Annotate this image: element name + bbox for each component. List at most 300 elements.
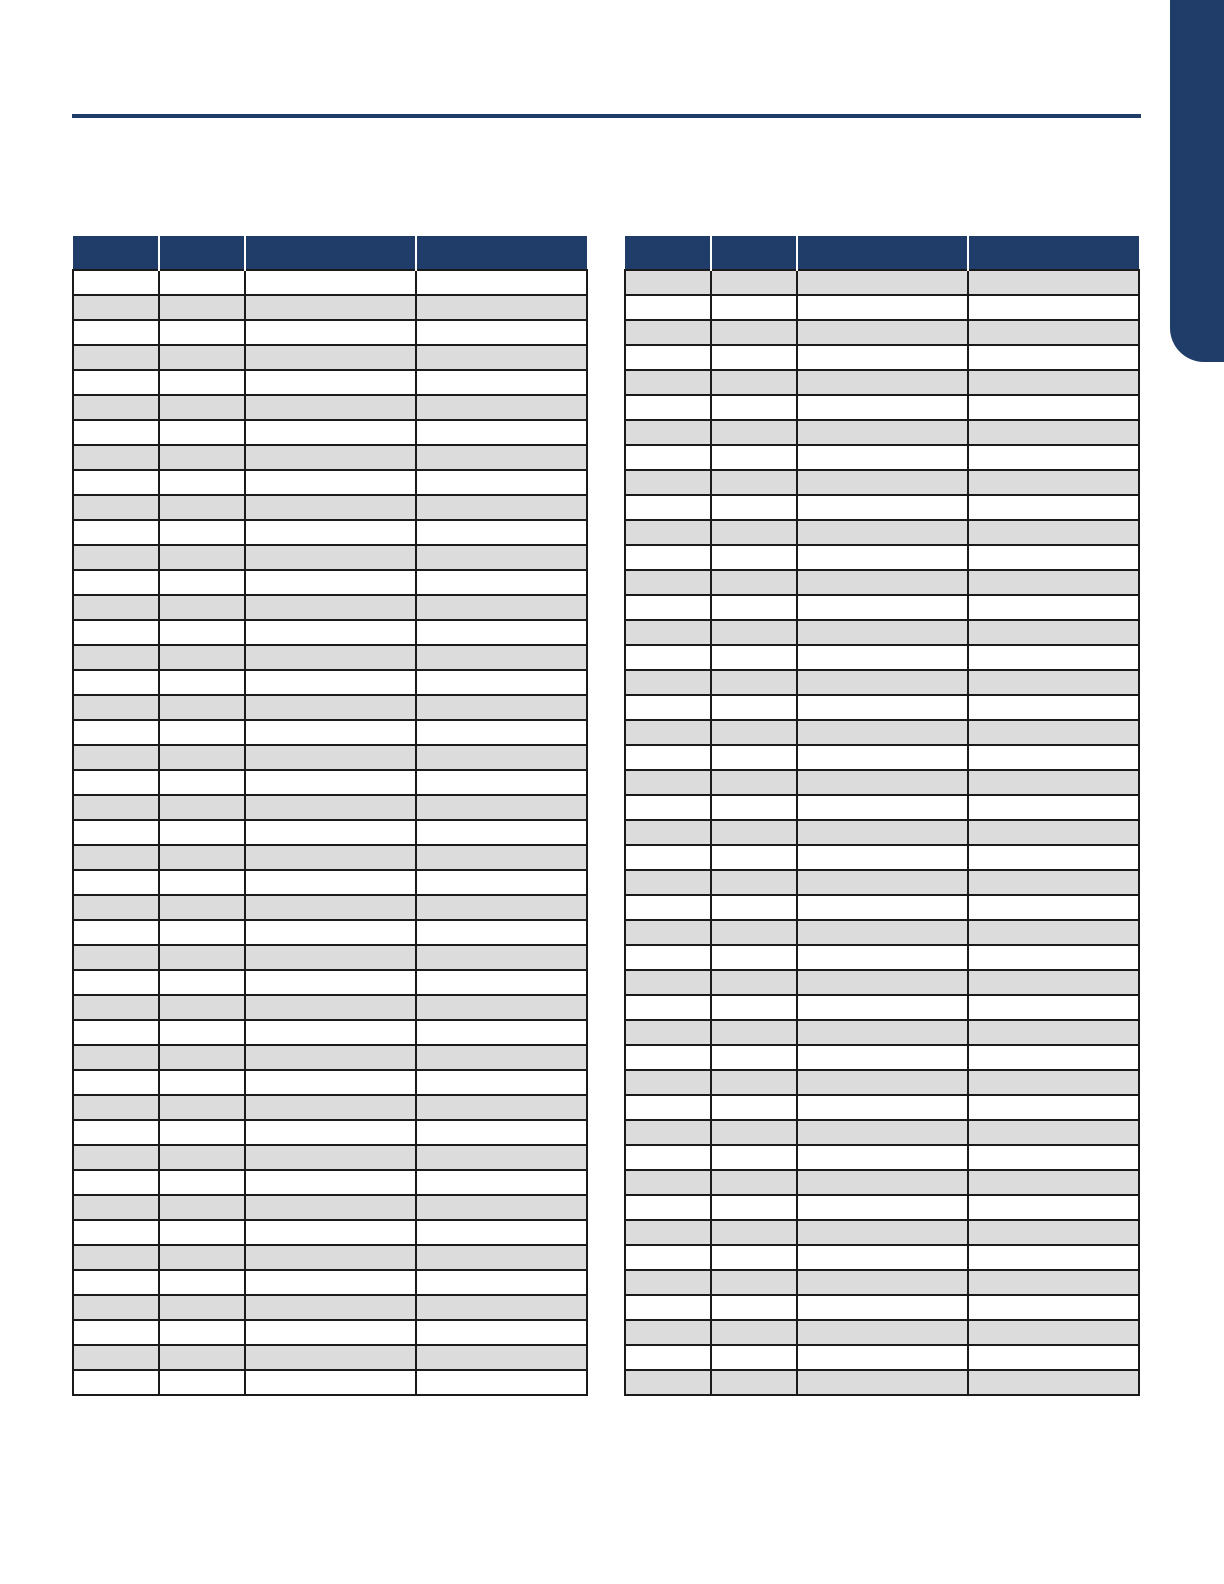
entry-cell[interactable] [73, 1245, 159, 1270]
entry-cell[interactable] [968, 495, 1139, 520]
entry-cell[interactable] [73, 845, 159, 870]
entry-cell[interactable] [625, 1145, 711, 1170]
entry-cell[interactable] [797, 370, 968, 395]
entry-cell[interactable] [245, 1020, 416, 1045]
entry-cell[interactable] [245, 420, 416, 445]
entry-cell[interactable] [73, 795, 159, 820]
entry-cell[interactable] [245, 1095, 416, 1120]
entry-cell[interactable] [416, 645, 587, 670]
entry-cell[interactable] [416, 420, 587, 445]
entry-cell[interactable] [711, 345, 797, 370]
entry-cell[interactable] [797, 270, 968, 295]
entry-cell[interactable] [968, 270, 1139, 295]
entry-cell[interactable] [416, 470, 587, 495]
entry-cell[interactable] [416, 395, 587, 420]
entry-cell[interactable] [245, 495, 416, 520]
entry-cell[interactable] [968, 470, 1139, 495]
entry-cell[interactable] [797, 970, 968, 995]
entry-cell[interactable] [968, 395, 1139, 420]
entry-cell[interactable] [416, 1145, 587, 1170]
entry-cell[interactable] [245, 1170, 416, 1195]
entry-cell[interactable] [245, 895, 416, 920]
entry-cell[interactable] [245, 1320, 416, 1345]
entry-cell[interactable] [73, 395, 159, 420]
entry-cell[interactable] [711, 295, 797, 320]
entry-cell[interactable] [797, 945, 968, 970]
entry-cell[interactable] [968, 820, 1139, 845]
entry-cell[interactable] [968, 645, 1139, 670]
entry-cell[interactable] [416, 1245, 587, 1270]
entry-cell[interactable] [245, 845, 416, 870]
entry-cell[interactable] [73, 570, 159, 595]
entry-cell[interactable] [968, 1270, 1139, 1295]
entry-cell[interactable] [416, 345, 587, 370]
entry-cell[interactable] [416, 1345, 587, 1370]
entry-cell[interactable] [711, 945, 797, 970]
entry-cell[interactable] [797, 1220, 968, 1245]
entry-cell[interactable] [711, 595, 797, 620]
entry-cell[interactable] [625, 370, 711, 395]
entry-cell[interactable] [159, 545, 245, 570]
entry-cell[interactable] [159, 1070, 245, 1095]
entry-cell[interactable] [159, 1345, 245, 1370]
entry-cell[interactable] [245, 1120, 416, 1145]
entry-cell[interactable] [245, 720, 416, 745]
entry-cell[interactable] [73, 1095, 159, 1120]
entry-cell[interactable] [625, 920, 711, 945]
entry-cell[interactable] [968, 570, 1139, 595]
entry-cell[interactable] [159, 595, 245, 620]
entry-cell[interactable] [416, 1320, 587, 1345]
entry-cell[interactable] [797, 1120, 968, 1145]
entry-cell[interactable] [416, 370, 587, 395]
entry-cell[interactable] [625, 1270, 711, 1295]
entry-cell[interactable] [968, 770, 1139, 795]
entry-cell[interactable] [159, 570, 245, 595]
entry-cell[interactable] [797, 520, 968, 545]
entry-cell[interactable] [159, 1120, 245, 1145]
entry-cell[interactable] [797, 620, 968, 645]
entry-cell[interactable] [711, 570, 797, 595]
entry-cell[interactable] [625, 670, 711, 695]
entry-cell[interactable] [416, 1045, 587, 1070]
entry-cell[interactable] [968, 320, 1139, 345]
entry-cell[interactable] [73, 1220, 159, 1245]
entry-cell[interactable] [73, 495, 159, 520]
entry-cell[interactable] [159, 1295, 245, 1320]
entry-cell[interactable] [159, 1145, 245, 1170]
entry-cell[interactable] [625, 745, 711, 770]
entry-cell[interactable] [416, 1170, 587, 1195]
entry-cell[interactable] [797, 1145, 968, 1170]
entry-cell[interactable] [968, 1045, 1139, 1070]
entry-cell[interactable] [797, 395, 968, 420]
entry-cell[interactable] [73, 1145, 159, 1170]
entry-cell[interactable] [625, 495, 711, 520]
entry-cell[interactable] [711, 1320, 797, 1345]
entry-cell[interactable] [711, 870, 797, 895]
entry-cell[interactable] [797, 1370, 968, 1395]
entry-cell[interactable] [968, 620, 1139, 645]
entry-cell[interactable] [797, 645, 968, 670]
entry-cell[interactable] [245, 1295, 416, 1320]
entry-cell[interactable] [711, 645, 797, 670]
entry-cell[interactable] [245, 1145, 416, 1170]
entry-cell[interactable] [968, 1245, 1139, 1270]
entry-cell[interactable] [711, 620, 797, 645]
entry-cell[interactable] [711, 995, 797, 1020]
entry-cell[interactable] [159, 320, 245, 345]
entry-cell[interactable] [797, 770, 968, 795]
entry-cell[interactable] [159, 795, 245, 820]
entry-cell[interactable] [245, 620, 416, 645]
entry-cell[interactable] [625, 320, 711, 345]
entry-cell[interactable] [245, 1070, 416, 1095]
entry-cell[interactable] [968, 420, 1139, 445]
entry-cell[interactable] [245, 570, 416, 595]
entry-cell[interactable] [797, 545, 968, 570]
entry-cell[interactable] [73, 1295, 159, 1320]
entry-cell[interactable] [245, 795, 416, 820]
entry-cell[interactable] [625, 1020, 711, 1045]
entry-cell[interactable] [159, 695, 245, 720]
entry-cell[interactable] [245, 320, 416, 345]
entry-cell[interactable] [73, 1045, 159, 1070]
entry-cell[interactable] [797, 1320, 968, 1345]
entry-cell[interactable] [625, 1170, 711, 1195]
entry-cell[interactable] [711, 1120, 797, 1145]
entry-cell[interactable] [245, 395, 416, 420]
entry-cell[interactable] [711, 770, 797, 795]
entry-cell[interactable] [159, 870, 245, 895]
entry-cell[interactable] [245, 995, 416, 1020]
entry-cell[interactable] [968, 895, 1139, 920]
entry-cell[interactable] [159, 770, 245, 795]
entry-cell[interactable] [797, 1095, 968, 1120]
entry-cell[interactable] [159, 845, 245, 870]
entry-cell[interactable] [245, 1220, 416, 1245]
entry-cell[interactable] [625, 1245, 711, 1270]
entry-cell[interactable] [797, 1070, 968, 1095]
entry-cell[interactable] [245, 1195, 416, 1220]
entry-cell[interactable] [73, 645, 159, 670]
entry-cell[interactable] [416, 845, 587, 870]
entry-cell[interactable] [416, 445, 587, 470]
entry-cell[interactable] [73, 720, 159, 745]
entry-cell[interactable] [625, 420, 711, 445]
entry-cell[interactable] [625, 770, 711, 795]
entry-cell[interactable] [968, 745, 1139, 770]
entry-cell[interactable] [245, 295, 416, 320]
entry-cell[interactable] [159, 520, 245, 545]
entry-cell[interactable] [416, 945, 587, 970]
entry-cell[interactable] [625, 1095, 711, 1120]
entry-cell[interactable] [159, 420, 245, 445]
entry-cell[interactable] [711, 895, 797, 920]
entry-cell[interactable] [245, 470, 416, 495]
entry-cell[interactable] [416, 270, 587, 295]
entry-cell[interactable] [797, 445, 968, 470]
entry-cell[interactable] [711, 1370, 797, 1395]
entry-cell[interactable] [797, 1020, 968, 1045]
entry-cell[interactable] [797, 320, 968, 345]
entry-cell[interactable] [797, 345, 968, 370]
entry-cell[interactable] [73, 520, 159, 545]
entry-cell[interactable] [159, 1095, 245, 1120]
entry-cell[interactable] [968, 295, 1139, 320]
entry-cell[interactable] [416, 670, 587, 695]
entry-cell[interactable] [73, 595, 159, 620]
entry-cell[interactable] [159, 295, 245, 320]
entry-cell[interactable] [711, 970, 797, 995]
entry-cell[interactable] [711, 545, 797, 570]
entry-cell[interactable] [159, 745, 245, 770]
entry-cell[interactable] [73, 1270, 159, 1295]
entry-cell[interactable] [797, 745, 968, 770]
entry-cell[interactable] [797, 420, 968, 445]
entry-cell[interactable] [797, 1045, 968, 1070]
entry-cell[interactable] [797, 1295, 968, 1320]
entry-cell[interactable] [416, 745, 587, 770]
entry-cell[interactable] [73, 1345, 159, 1370]
entry-cell[interactable] [968, 670, 1139, 695]
entry-cell[interactable] [968, 1070, 1139, 1095]
entry-cell[interactable] [968, 345, 1139, 370]
entry-cell[interactable] [416, 1020, 587, 1045]
entry-cell[interactable] [797, 1345, 968, 1370]
entry-cell[interactable] [797, 495, 968, 520]
entry-cell[interactable] [73, 320, 159, 345]
entry-cell[interactable] [416, 870, 587, 895]
entry-cell[interactable] [968, 1295, 1139, 1320]
entry-cell[interactable] [711, 670, 797, 695]
entry-cell[interactable] [159, 895, 245, 920]
entry-cell[interactable] [625, 270, 711, 295]
entry-cell[interactable] [73, 895, 159, 920]
entry-cell[interactable] [625, 870, 711, 895]
entry-cell[interactable] [968, 1020, 1139, 1045]
entry-cell[interactable] [625, 1070, 711, 1095]
entry-cell[interactable] [968, 520, 1139, 545]
entry-cell[interactable] [625, 520, 711, 545]
entry-cell[interactable] [968, 1345, 1139, 1370]
entry-cell[interactable] [711, 1020, 797, 1045]
entry-cell[interactable] [73, 1020, 159, 1045]
entry-cell[interactable] [416, 595, 587, 620]
entry-cell[interactable] [625, 945, 711, 970]
entry-cell[interactable] [416, 720, 587, 745]
entry-cell[interactable] [711, 470, 797, 495]
entry-cell[interactable] [968, 1095, 1139, 1120]
entry-cell[interactable] [625, 695, 711, 720]
entry-cell[interactable] [73, 995, 159, 1020]
entry-cell[interactable] [416, 495, 587, 520]
entry-cell[interactable] [73, 970, 159, 995]
entry-cell[interactable] [625, 895, 711, 920]
entry-cell[interactable] [245, 1345, 416, 1370]
entry-cell[interactable] [797, 695, 968, 720]
entry-cell[interactable] [968, 595, 1139, 620]
entry-cell[interactable] [711, 1095, 797, 1120]
entry-cell[interactable] [416, 995, 587, 1020]
entry-cell[interactable] [245, 545, 416, 570]
entry-cell[interactable] [245, 270, 416, 295]
entry-cell[interactable] [73, 1170, 159, 1195]
entry-cell[interactable] [797, 1245, 968, 1270]
entry-cell[interactable] [416, 895, 587, 920]
entry-cell[interactable] [968, 720, 1139, 745]
entry-cell[interactable] [711, 1145, 797, 1170]
entry-cell[interactable] [245, 695, 416, 720]
entry-cell[interactable] [416, 1195, 587, 1220]
entry-cell[interactable] [797, 820, 968, 845]
entry-cell[interactable] [625, 570, 711, 595]
entry-cell[interactable] [245, 520, 416, 545]
entry-cell[interactable] [416, 695, 587, 720]
entry-cell[interactable] [416, 1370, 587, 1395]
entry-cell[interactable] [416, 1270, 587, 1295]
entry-cell[interactable] [416, 295, 587, 320]
entry-cell[interactable] [73, 420, 159, 445]
entry-cell[interactable] [159, 345, 245, 370]
entry-cell[interactable] [245, 920, 416, 945]
entry-cell[interactable] [797, 920, 968, 945]
entry-cell[interactable] [711, 1220, 797, 1245]
entry-cell[interactable] [797, 870, 968, 895]
entry-cell[interactable] [797, 295, 968, 320]
entry-cell[interactable] [159, 1020, 245, 1045]
entry-cell[interactable] [968, 1370, 1139, 1395]
entry-cell[interactable] [625, 1195, 711, 1220]
entry-cell[interactable] [625, 470, 711, 495]
entry-cell[interactable] [625, 970, 711, 995]
entry-cell[interactable] [968, 370, 1139, 395]
entry-cell[interactable] [625, 345, 711, 370]
entry-cell[interactable] [625, 1295, 711, 1320]
entry-cell[interactable] [159, 620, 245, 645]
entry-cell[interactable] [968, 1320, 1139, 1345]
entry-cell[interactable] [159, 395, 245, 420]
entry-cell[interactable] [416, 770, 587, 795]
entry-cell[interactable] [73, 295, 159, 320]
entry-cell[interactable] [245, 1370, 416, 1395]
entry-cell[interactable] [245, 1245, 416, 1270]
entry-cell[interactable] [625, 620, 711, 645]
entry-cell[interactable] [416, 1295, 587, 1320]
entry-cell[interactable] [73, 1120, 159, 1145]
entry-cell[interactable] [245, 1045, 416, 1070]
entry-cell[interactable] [625, 395, 711, 420]
entry-cell[interactable] [159, 495, 245, 520]
entry-cell[interactable] [625, 1045, 711, 1070]
entry-cell[interactable] [625, 720, 711, 745]
entry-cell[interactable] [73, 695, 159, 720]
entry-cell[interactable] [711, 495, 797, 520]
entry-cell[interactable] [73, 920, 159, 945]
entry-cell[interactable] [159, 1170, 245, 1195]
entry-cell[interactable] [625, 445, 711, 470]
entry-cell[interactable] [711, 320, 797, 345]
entry-cell[interactable] [159, 1320, 245, 1345]
entry-cell[interactable] [797, 795, 968, 820]
entry-cell[interactable] [968, 445, 1139, 470]
entry-cell[interactable] [968, 1195, 1139, 1220]
entry-cell[interactable] [968, 970, 1139, 995]
entry-cell[interactable] [968, 845, 1139, 870]
entry-cell[interactable] [73, 745, 159, 770]
entry-cell[interactable] [73, 870, 159, 895]
entry-cell[interactable] [416, 795, 587, 820]
entry-cell[interactable] [159, 1220, 245, 1245]
entry-cell[interactable] [797, 595, 968, 620]
entry-cell[interactable] [73, 670, 159, 695]
entry-cell[interactable] [245, 970, 416, 995]
entry-cell[interactable] [159, 470, 245, 495]
entry-cell[interactable] [797, 895, 968, 920]
entry-cell[interactable] [73, 445, 159, 470]
entry-cell[interactable] [416, 520, 587, 545]
entry-cell[interactable] [711, 845, 797, 870]
entry-cell[interactable] [711, 720, 797, 745]
entry-cell[interactable] [159, 645, 245, 670]
entry-cell[interactable] [968, 695, 1139, 720]
entry-cell[interactable] [625, 295, 711, 320]
entry-cell[interactable] [797, 1195, 968, 1220]
entry-cell[interactable] [711, 1245, 797, 1270]
entry-cell[interactable] [711, 395, 797, 420]
entry-cell[interactable] [968, 1170, 1139, 1195]
entry-cell[interactable] [245, 595, 416, 620]
entry-cell[interactable] [73, 820, 159, 845]
entry-cell[interactable] [159, 445, 245, 470]
entry-cell[interactable] [968, 1145, 1139, 1170]
entry-cell[interactable] [73, 770, 159, 795]
entry-cell[interactable] [416, 820, 587, 845]
entry-cell[interactable] [416, 1095, 587, 1120]
entry-cell[interactable] [73, 545, 159, 570]
entry-cell[interactable] [625, 1370, 711, 1395]
entry-cell[interactable] [159, 270, 245, 295]
entry-cell[interactable] [711, 820, 797, 845]
entry-cell[interactable] [711, 445, 797, 470]
entry-cell[interactable] [159, 920, 245, 945]
entry-cell[interactable] [159, 1045, 245, 1070]
entry-cell[interactable] [159, 970, 245, 995]
entry-cell[interactable] [416, 970, 587, 995]
entry-cell[interactable] [159, 1245, 245, 1270]
entry-cell[interactable] [245, 345, 416, 370]
entry-cell[interactable] [245, 445, 416, 470]
entry-cell[interactable] [159, 1370, 245, 1395]
entry-cell[interactable] [625, 545, 711, 570]
entry-cell[interactable] [711, 1170, 797, 1195]
entry-cell[interactable] [625, 595, 711, 620]
entry-cell[interactable] [245, 370, 416, 395]
entry-cell[interactable] [416, 1220, 587, 1245]
entry-cell[interactable] [625, 1120, 711, 1145]
entry-cell[interactable] [968, 795, 1139, 820]
entry-cell[interactable] [159, 720, 245, 745]
entry-cell[interactable] [245, 945, 416, 970]
entry-cell[interactable] [968, 920, 1139, 945]
entry-cell[interactable] [245, 745, 416, 770]
entry-cell[interactable] [625, 820, 711, 845]
entry-cell[interactable] [245, 1270, 416, 1295]
entry-cell[interactable] [625, 845, 711, 870]
entry-cell[interactable] [73, 345, 159, 370]
entry-cell[interactable] [416, 1070, 587, 1095]
entry-cell[interactable] [245, 820, 416, 845]
